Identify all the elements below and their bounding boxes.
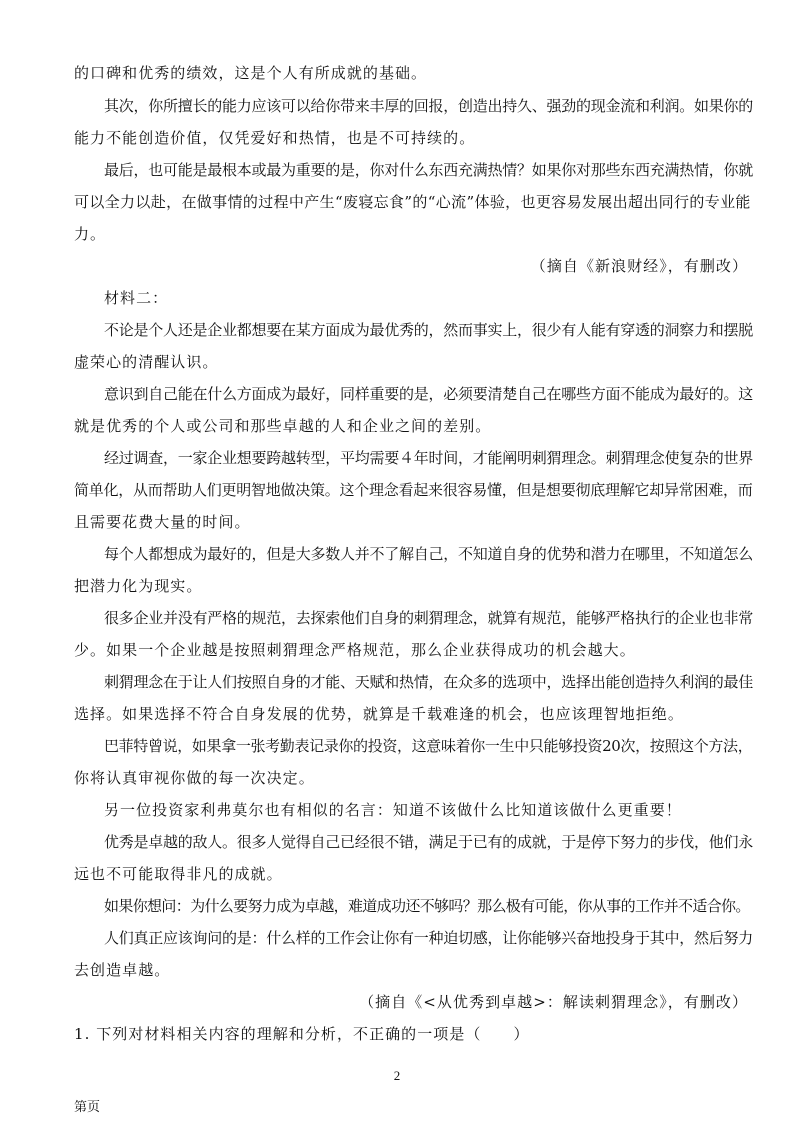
paragraph-line: 巴菲特曾说，如果拿一张考勤表记录你的投资，这意味着你一生中只能够投资20次，按照这个方法， <box>104 737 753 755</box>
paragraph-line: 简单化，从而帮助人们更明智地做决策。这个理念看起来很容易懂，但是想要彻底理解它却异常困难，而 <box>74 481 753 499</box>
question-text: 1. 下列对材料相关内容的理解和分析，不正确的一项是（ ） <box>74 1025 530 1043</box>
paragraph-line: 就是优秀的个人或公司和那些卓越的人和企业之间的差别。 <box>74 417 492 435</box>
paragraph-line: 每个人都想成为最好的，但是大多数人并不了解自己，不知道自身的优势和潜力在哪里，不知道怎么 <box>104 545 754 563</box>
paragraph-line: 力。 <box>74 225 107 243</box>
page-footer: 第页 <box>74 1100 101 1115</box>
paragraph-line: 另一位投资家利弗莫尔也有相似的名言：知道不该做什么比知道该做什么更重要！ <box>104 801 682 819</box>
paragraph-line: 最后，也可能是最根本或最为重要的是，你对什么东西充满热情？如果你对那些东西充满热情，你就 <box>104 161 754 179</box>
paragraph-line: 刺猬理念在于让人们按照自身的才能、天赋和热情，在众多的选项中，选择出能创造持久利润的最佳 <box>104 673 754 691</box>
paragraph-line: 去创造卓越。 <box>74 961 171 979</box>
paragraph-line: 能力不能创造价值，仅凭爱好和热情，也是不可持续的。 <box>74 129 476 147</box>
paragraph-line: 且需要花费大量的时间。 <box>74 513 251 531</box>
paragraph-line: 你将认真审视你做的每一次决定。 <box>74 769 315 787</box>
paragraph-line: 可以全力以赴，在做事情的过程中产生“废寝忘食”的“心流”体验，也更容易发展出超出同行的专业能 <box>74 193 751 211</box>
source-citation: （摘自《<从优秀到卓越>：解读刺猬理念》，有删改） <box>359 993 748 1011</box>
paragraph-line: 人们真正应该询问的是：什么样的工作会让你有一种迫切感，让你能够兴奋地投身于其中，然后努力 <box>104 929 754 947</box>
paragraph-line: 很多企业并没有严格的规范，去探索他们自身的刺猬理念，就算有规范，能够严格执行的企业也非常 <box>104 609 754 627</box>
paragraph-line: 如果你想问：为什么要努力成为卓越，难道成功还不够吗？那么极有可能，你从事的工作并不适合你。 <box>104 897 750 915</box>
paragraph-line: 优秀是卓越的敌人。很多人觉得自己已经很不错，满足于已有的成就，于是停下努力的步伐，他们永 <box>104 833 754 851</box>
paragraph-line: 虚荣心的清醒认识。 <box>74 353 219 371</box>
paragraph-line: 远也不可能取得非凡的成就。 <box>74 865 283 883</box>
paragraph-line: 的口碑和优秀的绩效，这是个人有所成就的基础。 <box>74 64 428 82</box>
paragraph-line: 把潜力化为现实。 <box>74 577 203 595</box>
page-number: 2 <box>393 1068 401 1083</box>
paragraph-line: 意识到自己能在什么方面成为最好，同样重要的是，必须要清楚自己在哪些方面不能成为最好的。这 <box>104 385 754 403</box>
paragraph-line: 选择。如果选择不符合自身发展的优势，就算是千载难逢的机会，也应该理智地拒绝。 <box>74 705 684 723</box>
paragraph-line: 其次，你所擅长的能力应该可以给你带来丰厚的回报，创造出持久、强劲的现金流和利润。如果你的 <box>104 97 754 115</box>
source-citation: （摘自《新浪财经》，有删改） <box>530 257 748 275</box>
paragraph-line: 不论是个人还是企业都想要在某方面成为最优秀的，然而事实上，很少有人能有穿透的洞察力和摆脱 <box>104 321 754 339</box>
paragraph-line: 经过调查，一家企业想要跨越转型，平均需要４年时间，才能阐明刺猬理念。刺猬理念使复杂的世界 <box>104 449 754 467</box>
section-heading: 材料二： <box>104 289 169 307</box>
paragraph-line: 少。如果一个企业越是按照刺猬理念严格规范，那么企业获得成功的机会越大。 <box>74 641 636 659</box>
